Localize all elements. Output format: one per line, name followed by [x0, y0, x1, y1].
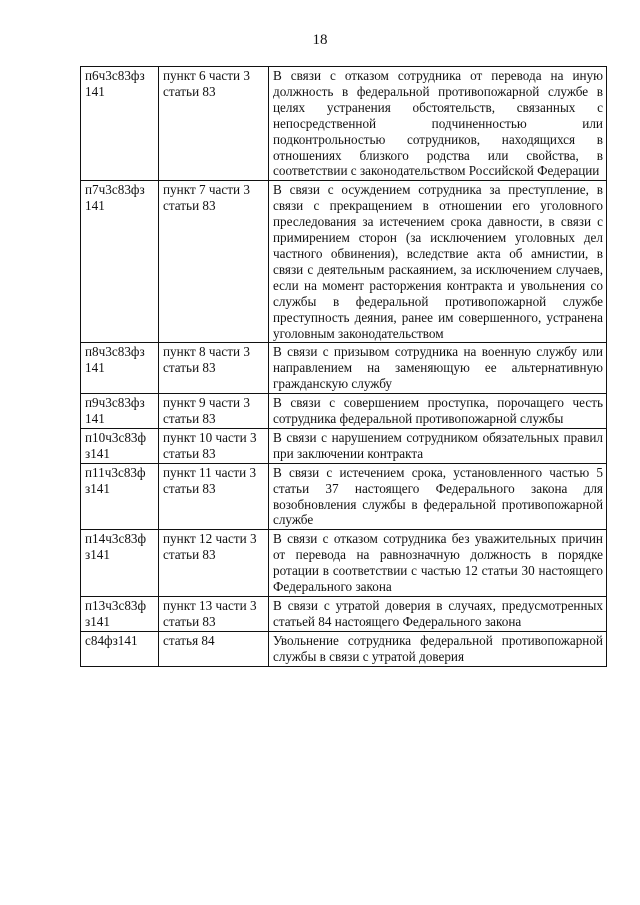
description-cell: В связи с нарушением сотрудником обязательных правил при заключении контракта — [269, 428, 607, 463]
table-body — [81, 67, 607, 667]
table-row — [81, 394, 607, 429]
code-cell: п11ч3с83ф з141 — [81, 463, 159, 530]
dismissal-codes-table — [80, 66, 607, 667]
description-cell: В связи с отказом сотрудника от перевода на иную должность в федеральной противопожарной службе в целях устранения обстоятельств, связанных с непосредственной подчиненностью или подконтрольностью сотрудников, находящихся в отношениях близкого родства или свойства, в соответствии с законодательством Российской Федерации — [269, 67, 607, 181]
reference-cell: статья 84 — [159, 631, 269, 666]
code-cell: п9ч3с83фз 141 — [81, 394, 159, 429]
table-row — [81, 428, 607, 463]
reference-cell: пункт 10 части 3 статьи 83 — [159, 428, 269, 463]
description-cell: В связи с призывом сотрудника на военную службу или направлением на заменяющую ее альтернативную гражданскую службу — [269, 343, 607, 394]
code-cell: п13ч3с83ф з141 — [81, 597, 159, 632]
code-cell: с84фз141 — [81, 631, 159, 666]
table-row — [81, 631, 607, 666]
code-cell: п10ч3с83ф з141 — [81, 428, 159, 463]
code-cell: п6ч3с83фз 141 — [81, 67, 159, 181]
code-cell: п7ч3с83фз 141 — [81, 181, 159, 343]
description-cell: В связи с отказом сотрудника без уважительных причин от перевода на равнозначную должность в порядке ротации в соответствии с частью 12 статьи 30 настоящего Федерального закона — [269, 530, 607, 597]
reference-cell: пункт 11 части 3 статьи 83 — [159, 463, 269, 530]
table-row — [81, 67, 607, 181]
table-row — [81, 343, 607, 394]
table-row — [81, 463, 607, 530]
reference-cell: пункт 13 части 3 статьи 83 — [159, 597, 269, 632]
description-cell: В связи с истечением срока, установленного частью 5 статьи 37 настоящего Федерального закона для возобновления службы в федеральной противопожарной службе — [269, 463, 607, 530]
code-cell: п8ч3с83фз 141 — [81, 343, 159, 394]
table-row — [81, 181, 607, 343]
code-cell: п14ч3с83ф з141 — [81, 530, 159, 597]
reference-cell: пункт 6 части 3 статьи 83 — [159, 67, 269, 181]
reference-cell: пункт 12 части 3 статьи 83 — [159, 530, 269, 597]
table-row — [81, 597, 607, 632]
reference-cell: пункт 7 части 3 статьи 83 — [159, 181, 269, 343]
description-cell: В связи с совершением проступка, порочащего честь сотрудника федеральной противопожарной службы — [269, 394, 607, 429]
table-row — [81, 530, 607, 597]
description-cell: В связи с осуждением сотрудника за преступление, в связи с прекращением в отношении его уголовного преследования за истечением срока давности, в связи с примирением сторон (за исключением уголовных дел частного обвинения), вследствие акта об амнистии, в связи с деятельным раскаянием, за исключением случаев, если на момент расторжения контракта и увольнения со службы в федеральной противопожарной службе преступность деяния, ранее им совершенного, устранена уголовным законодательством — [269, 181, 607, 343]
reference-cell: пункт 8 части 3 статьи 83 — [159, 343, 269, 394]
page-number: 18 — [312, 32, 328, 48]
description-cell: Увольнение сотрудника федеральной противопожарной службы в связи с утратой доверия — [269, 631, 607, 666]
reference-cell: пункт 9 части 3 статьи 83 — [159, 394, 269, 429]
description-cell: В связи с утратой доверия в случаях, предусмотренных статьей 84 настоящего Федерального закона — [269, 597, 607, 632]
